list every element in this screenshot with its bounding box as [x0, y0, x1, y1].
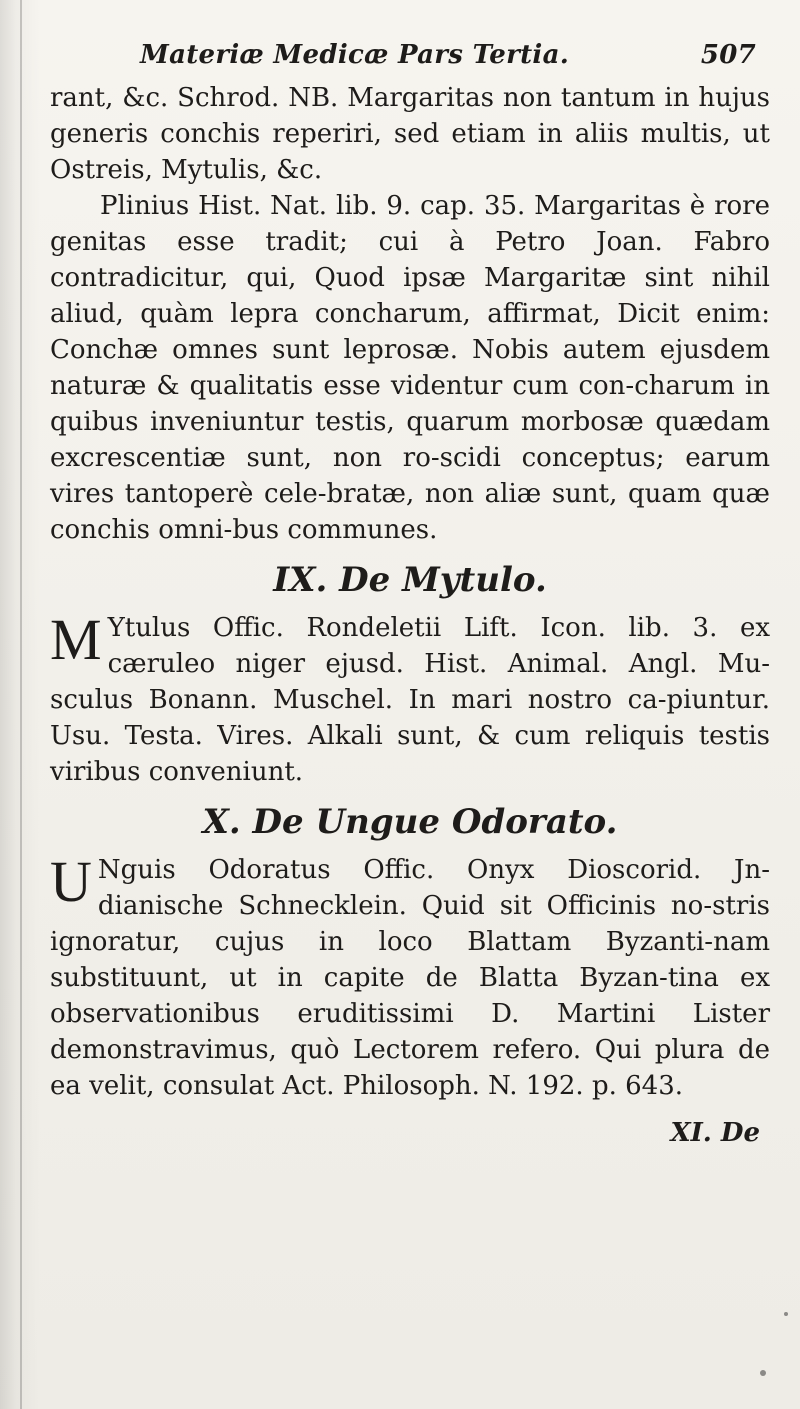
running-title: Materiæ Medicæ Pars Tertia.: [140, 40, 570, 70]
running-head: [50, 40, 770, 80]
drop-cap: M: [50, 607, 102, 672]
section-text: Ytulus Offic. Rondeletii Lift. Icon. lib. 3. ex cæruleo niger ejusd. Hist. Animal. Angl. Mu-sculus Bonann. Muschel. In mari nostro ca-piuntur. Usu. Testa. Vires. Alkali sunt, & cum reliquis testis viribus conveniunt.: [50, 613, 770, 787]
section-heading-ungue: X. De Ungue Odorato.: [202, 802, 618, 842]
section-body-ungue: [50, 849, 770, 1104]
catchword: XI. De: [670, 1118, 760, 1148]
drop-cap: U: [50, 849, 92, 914]
ink-speck: [784, 1312, 788, 1316]
paragraph-continuation: rant, &c. Schrod. NB. Margaritas non tantum in hujus generis conchis reperiri, sed etiam in aliis multis, ut Ostreis, Mytulis, &c.: [50, 83, 770, 185]
gutter-line: [20, 0, 22, 1409]
section-body-mytulo: [50, 607, 770, 790]
text-block: [50, 40, 770, 1148]
section-text: Nguis Odoratus Offic. Onyx Dioscorid. Jn-dianische Schnecklein. Quid sit Officinis no-stris ignoratur, cujus in loco Blattam Byzanti-nam substituunt, ut in capite de Blatta Byzan-tina ex observationibus eruditissimi D. Martini Lister demonstravimus, quò Lectorem refero. Qui plura de ea velit, consulat Act. Philosoph. N. 192. p. 643.: [50, 855, 770, 1101]
paragraph-plinius: Plinius Hist. Nat. lib. 9. cap. 35. Margaritas è rore genitas esse tradit; cui à Petro Joan. Fabro contradicitur, qui, Quod ipsæ Margaritæ sint nihil aliud, quàm lepra concharum, affirmat, Dicit enim: Conchæ omnes sunt leprosæ. Nobis autem ejusdem naturæ & qualitatis esse videntur cum con-charum in quibus inveniuntur testis, quarum morbosæ quædam excrescentiæ sunt, non ro-scidi conceptus; earum vires tantoperè cele-bratæ, non aliæ sunt, quam quæ conchis omni-bus communes.: [50, 191, 770, 545]
ink-speck: [760, 1370, 766, 1376]
page-number: 507: [700, 40, 756, 70]
section-heading-mytulo: IX. De Mytulo.: [273, 560, 547, 600]
